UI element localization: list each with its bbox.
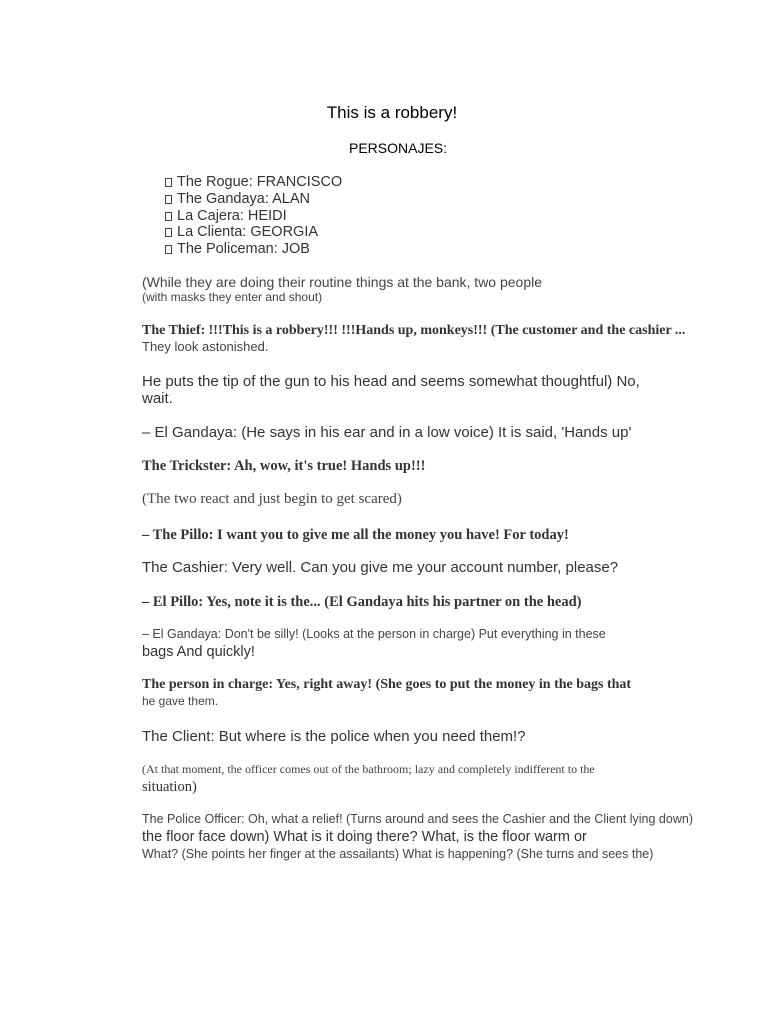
character-item: The Policeman: JOB: [165, 241, 342, 258]
dialogue-line: The Police Officer: Oh, what a relief! (Turns around and sees the Cashier and the Client lying down): [142, 812, 693, 826]
stage-direction: (The two react and just begin to get scared): [142, 491, 402, 507]
dialogue-line: the floor face down) What is it doing there? What, is the floor warm or: [142, 829, 587, 845]
dialogue-line: – The Pillo: I want you to give me all the money you have! For today!: [142, 527, 569, 543]
stage-direction: (with masks they enter and shout): [142, 290, 323, 304]
dialogue-line: – El Gandaya: (He says in his ear and in a low voice) It is said, 'Hands up': [142, 424, 632, 441]
dialogue-line: wait.: [142, 390, 173, 407]
dialogue-line: he gave them.: [142, 694, 219, 708]
dialogue-line: The person in charge: Yes, right away! (She goes to put the money in the bags that: [142, 677, 632, 692]
dialogue-line: The Thief: !!!This is a robbery!!! !!!Hands up, monkeys!!! (The customer and the cashier ...: [142, 323, 686, 338]
characters-heading: PERSONAJES:: [348, 140, 448, 156]
stage-direction: situation): [142, 779, 197, 795]
dialogue-line: – El Gandaya: Don't be silly! (Looks at the person in charge) Put everything in these: [142, 627, 606, 641]
dialogue-line: The Client: But where is the police when you need them!?: [142, 728, 526, 745]
checkbox-bullet-icon: [165, 228, 172, 237]
checkbox-bullet-icon: [165, 212, 172, 221]
character-item: The Rogue: FRANCISCO: [165, 174, 342, 191]
document-title: This is a robbery!: [326, 103, 458, 122]
checkbox-bullet-icon: [165, 245, 172, 254]
character-item: The Gandaya: ALAN: [165, 191, 342, 208]
character-item: La Cajera: HEIDI: [165, 208, 342, 225]
dialogue-line: The Cashier: Very well. Can you give me your account number, please?: [142, 559, 619, 576]
stage-direction: (While they are doing their routine things at the bank, two people: [142, 274, 543, 290]
checkbox-bullet-icon: [165, 178, 172, 187]
character-list: [165, 174, 342, 258]
stage-direction: (At that moment, the officer comes out of the bathroom; lazy and completely indifferent to the: [142, 762, 595, 776]
checkbox-bullet-icon: [165, 195, 172, 204]
dialogue-line: What? (She points her finger at the assailants) What is happening? (She turns and sees the): [142, 847, 654, 861]
character-item: La Clienta: GEORGIA: [165, 224, 342, 241]
dialogue-line: bags And quickly!: [142, 644, 255, 660]
dialogue-line: He puts the tip of the gun to his head and seems somewhat thoughtful) No,: [142, 373, 640, 390]
dialogue-line: They look astonished.: [142, 339, 269, 354]
dialogue-line: The Trickster: Ah, wow, it's true! Hands up!!!: [142, 458, 426, 474]
dialogue-line: – El Pillo: Yes, note it is the... (El Gandaya hits his partner on the head): [142, 594, 582, 610]
